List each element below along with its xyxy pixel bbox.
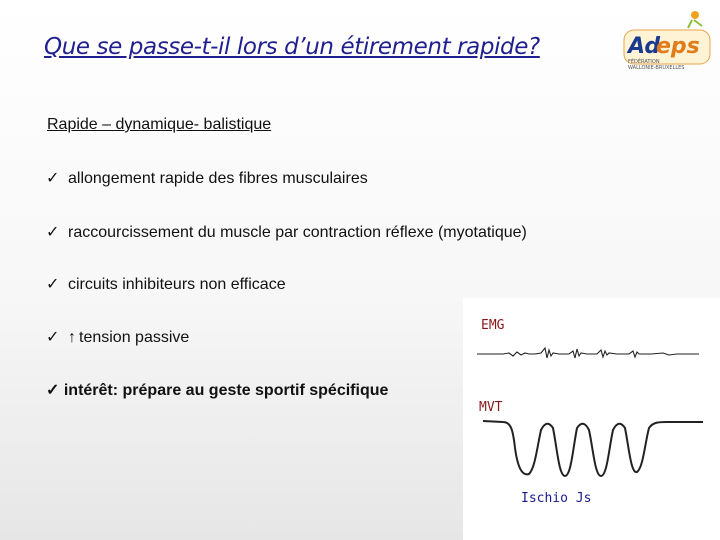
check-icon: ✓ bbox=[46, 224, 60, 241]
up-arrow-icon: ↑ bbox=[68, 329, 76, 346]
check-icon: ✓ bbox=[46, 382, 60, 399]
emg-trace bbox=[463, 298, 720, 540]
figure-caption: Ischio Js bbox=[521, 491, 592, 506]
svg-text:WALLONIE-BRUXELLES: WALLONIE-BRUXELLES bbox=[628, 65, 685, 71]
movement-signal bbox=[483, 421, 703, 476]
check-icon: ✓ bbox=[46, 170, 60, 187]
bullet-item: ✓ allongement rapide des fibres musculaires bbox=[46, 170, 368, 187]
slide-subtitle: Rapide – dynamique- balistique bbox=[47, 116, 272, 133]
svg-text:eps: eps bbox=[656, 34, 700, 59]
svg-text:Ad: Ad bbox=[628, 34, 661, 59]
bullet-item: ✓ ↑ tension passive bbox=[46, 329, 190, 346]
emg-label: EMG bbox=[481, 318, 505, 333]
check-icon: ✓ bbox=[46, 276, 60, 293]
emg-figure bbox=[463, 298, 720, 540]
check-icon: ✓ bbox=[46, 329, 60, 346]
adeps-logo bbox=[622, 6, 714, 72]
mvt-label: MVT bbox=[479, 400, 503, 415]
emg-signal bbox=[477, 348, 699, 358]
bullet-item: ✓ raccourcissement du muscle par contraction réflexe (myotatique) bbox=[46, 224, 527, 241]
bullet-item: ✓ intérêt: prépare au geste sportif spécifique bbox=[46, 382, 389, 399]
slide-title: Que se passe-t-il lors d’un étirement rapide? bbox=[44, 34, 540, 60]
logo-caption: FÉDÉRATION bbox=[628, 59, 660, 65]
bullet-item: ✓ circuits inhibiteurs non efficace bbox=[46, 276, 286, 293]
